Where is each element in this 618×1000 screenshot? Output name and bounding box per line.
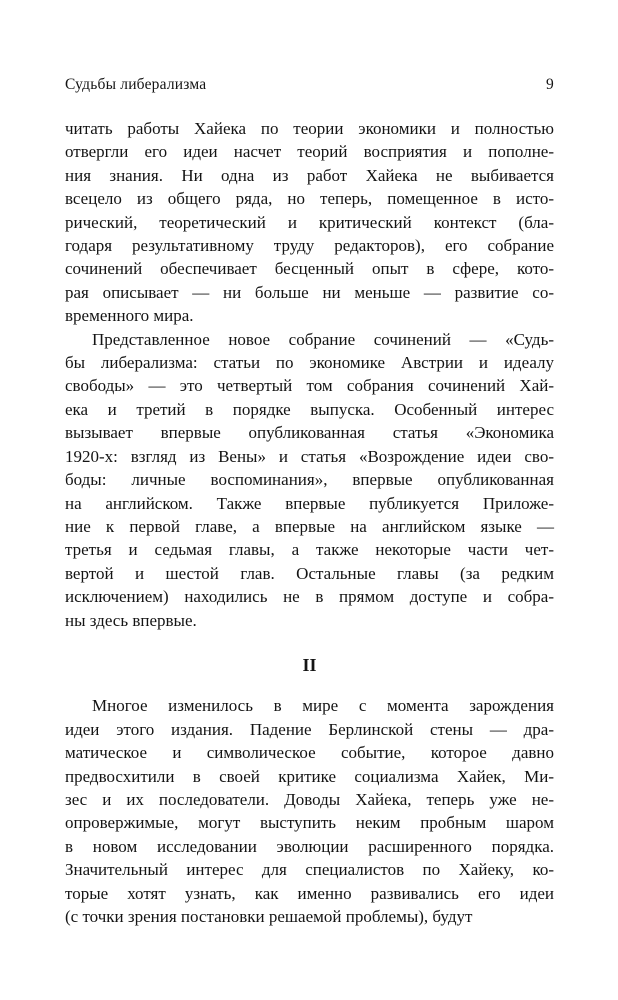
text-line: рический, теоретический и критический контекст (бла- [65,212,554,232]
text-line: идеи этого издания. Падение Берлинской стены — дра- [65,719,554,739]
text-line: ны здесь впервые. [65,610,197,630]
text-line: свободы» — это четвертый том собрания сочинений Хай- [65,376,554,396]
section-heading: II [302,654,317,675]
page-number: 9 [546,76,554,93]
running-header-title: Судьбы либерализма [65,76,207,93]
text-line: 1920-х: взгляд из Вены» и статья «Возрождение идеи сво- [65,446,554,466]
text-line: торые хотят узнать, как именно развивались его идеи [65,883,554,903]
text-line: в новом исследовании эволюции расширенного порядка. [65,836,554,856]
text-line: (с точки зрения постановки решаемой проблемы), будут [65,907,473,926]
text-line: третья и седьмая главы, а также некоторые части чет- [65,540,554,560]
text-line: отвергли его идеи насчет теорий восприятия и пополне- [65,142,554,162]
text-line: на английском. Также впервые публикуется Приложе- [65,493,554,513]
text-line: ека и третий в порядке выпуска. Особенный интерес [65,399,554,419]
text-line: ние к первой главе, а впервые на английском языке — [65,516,554,536]
text-line: годаря результативному труду редакторов), его собрание [65,236,554,256]
text-line: Представленное новое собрание сочинений — «Судь- [92,329,554,349]
text-line: исключением) находились не в прямом доступе и собра- [65,587,554,607]
paragraph [65,328,554,632]
running-header [65,76,554,94]
text-line: боды: личные воспоминания», впервые опубликованная [65,470,554,490]
text-line: читать работы Хайека по теории экономики и полностью [65,119,554,138]
page-body [65,117,554,928]
text-line: Многое изменилось в мире с момента зарождения [92,696,554,716]
text-line: временного мира. [65,306,194,326]
text-line: матическое и символическое событие, которое давно [65,743,554,763]
text-line: вертой и шестой глав. Остальные главы (за редким [65,563,554,583]
text-line: сочинений обеспечивает бесценный опыт в сфере, кото- [65,259,554,279]
paragraph [65,694,554,928]
paragraph [65,117,554,328]
text-line: ния знания. Ни одна из работ Хайека не выбивается [65,165,554,185]
text-line: рая описывает — ни больше ни меньше — развитие со- [65,282,554,302]
text-line: опровержимые, могут выступить неким пробным шаром [65,813,554,833]
text-line: зес и их последователи. Доводы Хайека, теперь уже не- [65,789,554,809]
text-line: всецело из общего ряда, но теперь, помещенное в исто- [65,189,554,209]
text-line: предвосхитили в своей критике социализма Хайек, Ми- [65,766,554,786]
text-line: вызывает впервые опубликованная статья «Экономика [65,423,554,443]
text-line: бы либерализма: статьи по экономике Австрии и идеалу [65,353,554,373]
text-line: Значительный интерес для специалистов по Хайеку, ко- [65,860,554,880]
